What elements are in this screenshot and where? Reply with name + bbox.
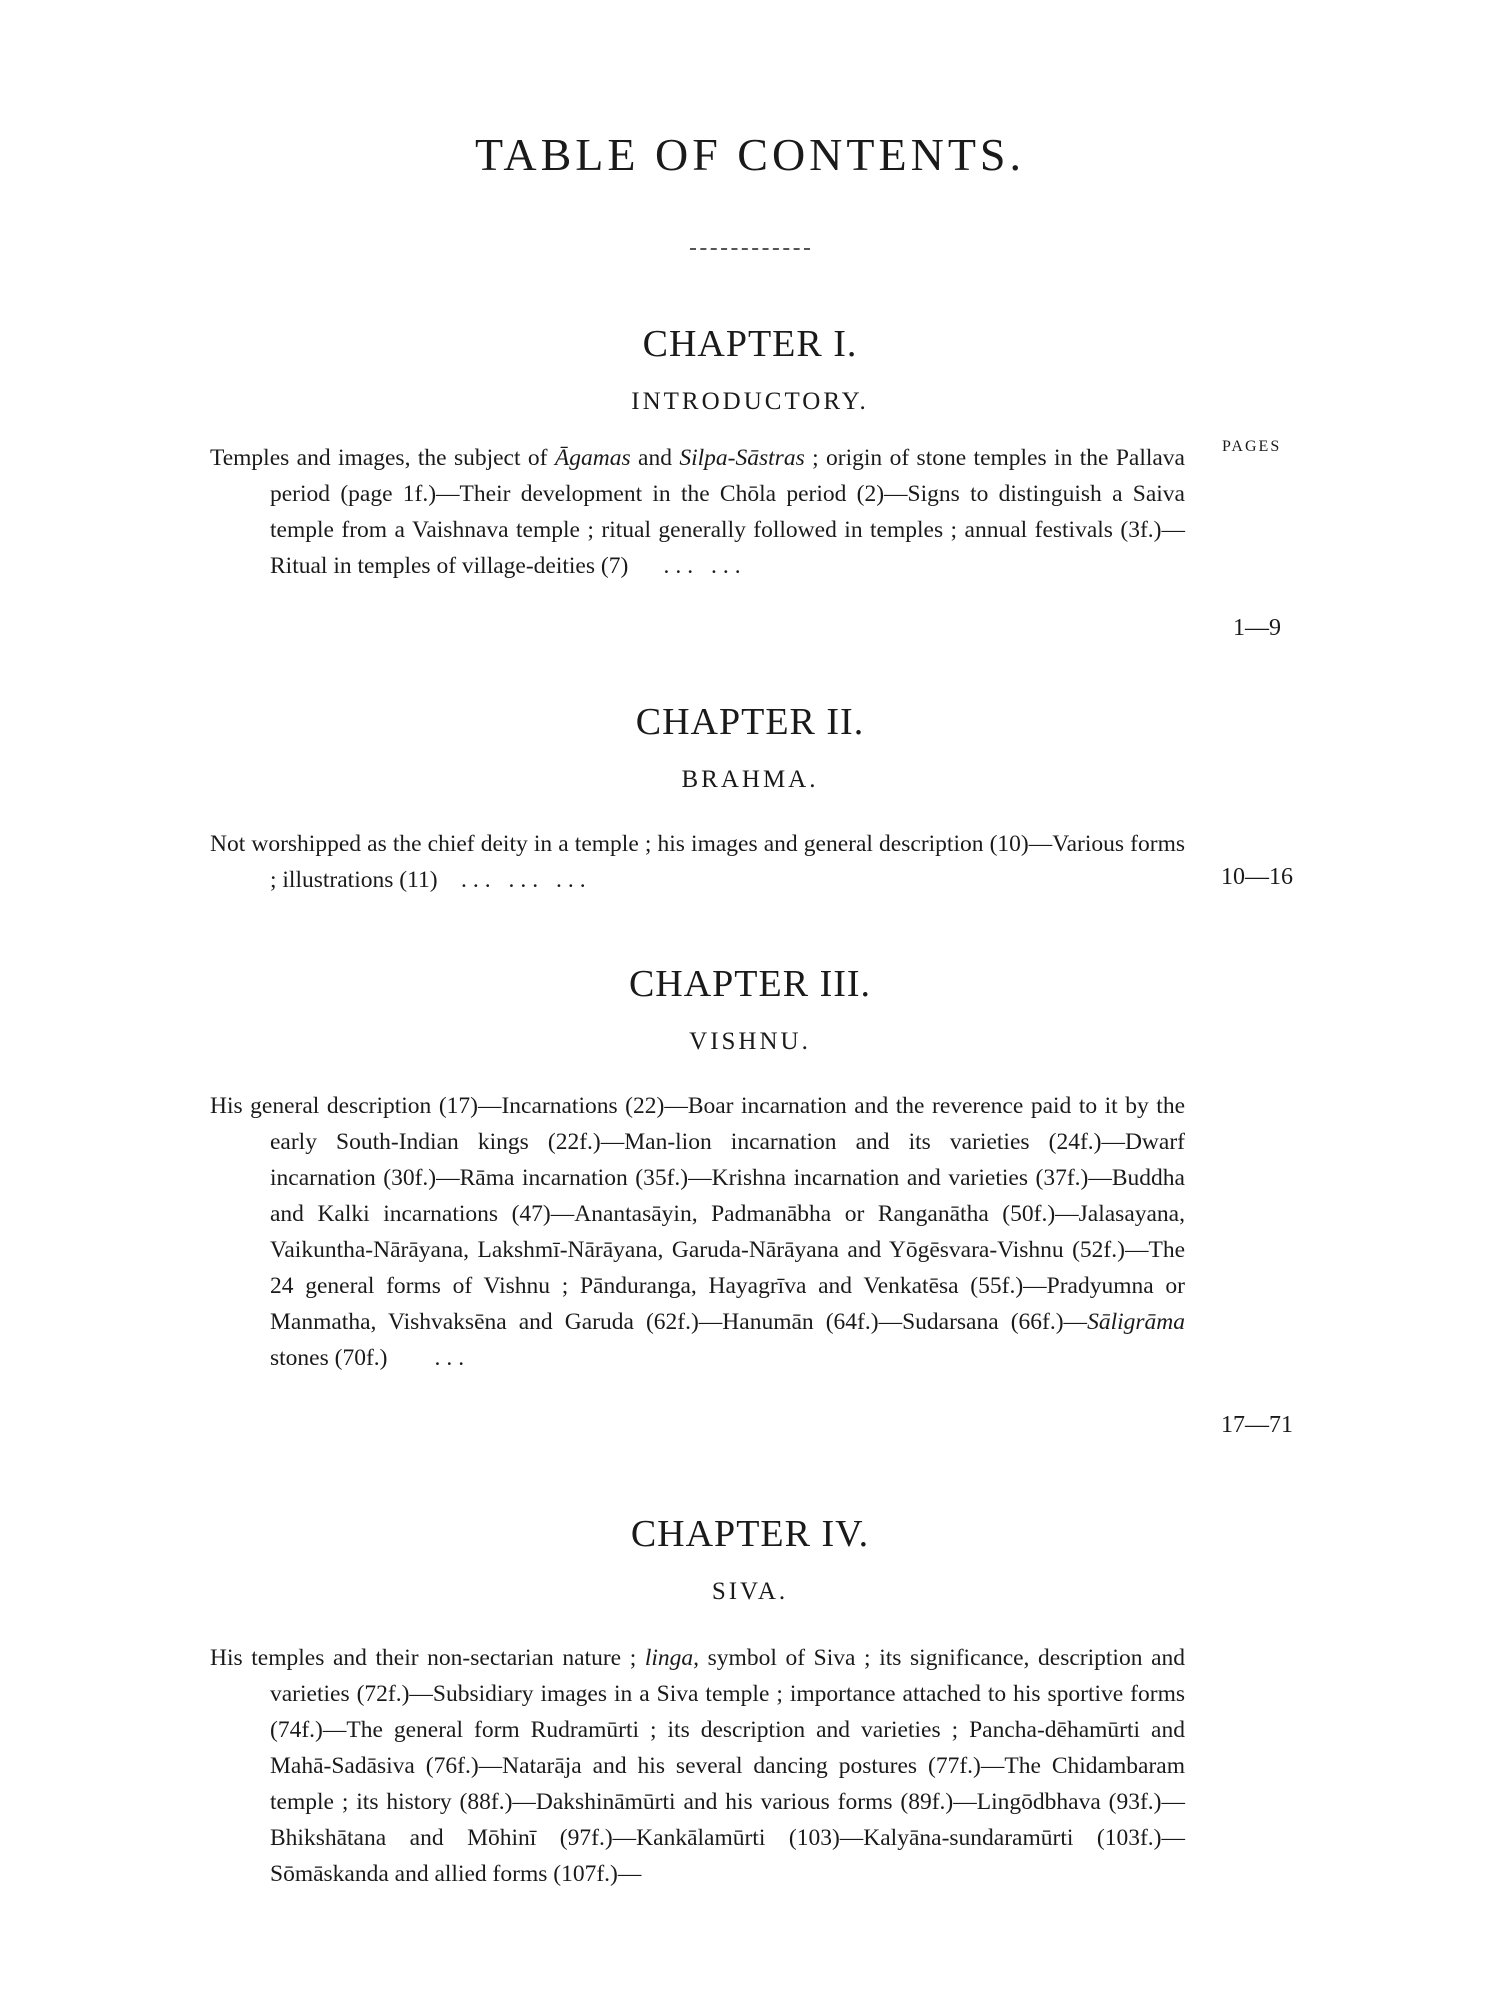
entry-text: Temples and images, the subject of bbox=[210, 445, 555, 471]
chapter-4 bbox=[0, 1512, 1500, 1606]
chapter-subject: SIVA. bbox=[711, 1578, 789, 1605]
chapter-3 bbox=[0, 962, 1500, 1056]
chapter-1-pages: 1—9 bbox=[1233, 615, 1281, 641]
leader-dots: ... bbox=[434, 1345, 471, 1371]
chapter-2-pages: 10—16 bbox=[1221, 864, 1293, 890]
entry-italic: Āgamas bbox=[554, 445, 631, 471]
entry-italic: Sāligrāma bbox=[1087, 1309, 1185, 1335]
chapter-subject: INTRODUCTORY. bbox=[631, 388, 869, 415]
chapter-1 bbox=[0, 322, 1500, 416]
entry-text: Not worshipped as the chief deity in a temple ; his images and general description (10)—Various forms ; illustrations (11) bbox=[210, 831, 1185, 893]
chapter-subject: BRAHMA. bbox=[681, 766, 819, 793]
title-divider bbox=[690, 248, 810, 250]
entry-text: stones (70f.) bbox=[270, 1345, 388, 1371]
entry-italic: Silpa-Sāstras bbox=[679, 445, 805, 471]
chapter-3-entry bbox=[210, 1088, 1185, 1376]
chapter-1-entry bbox=[210, 440, 1185, 584]
chapter-3-pages: 17—71 bbox=[1221, 1412, 1293, 1438]
leader-dots: ... ... bbox=[663, 553, 747, 579]
chapter-heading: CHAPTER I. bbox=[642, 323, 858, 365]
chapter-heading: CHAPTER II. bbox=[635, 701, 865, 743]
leader-dots: ... ... ... bbox=[461, 867, 592, 893]
entry-text: His temples and their non-sectarian nature ; bbox=[210, 1645, 645, 1671]
entry-text: symbol of Siva ; its significance, description and varieties (72f.)—Subsidiary images in a Siva temple ; importance attached to his sportive forms (74f.)—The general form Rudramūrti ; its description and varieties ; Pancha-dēhamūrti and Mahā-Sadāsiva (76f.)—Natarāja and his several dancing postures (77f.)—The Chidambaram temple ; its history (88f.)—Dakshināmūrti and his various forms (89f.)—Lingōdbhava (93f.)—Bhikshātana and Mōhinī (97f.)—Kankālamūrti (103)—Kalyāna-sundaramūrti (103f.)—Sōmāskanda and allied forms (107f.)— bbox=[270, 1645, 1185, 1887]
chapter-subject: VISHNU. bbox=[689, 1028, 811, 1055]
chapter-2-entry bbox=[210, 826, 1185, 898]
page-title: TABLE OF CONTENTS. bbox=[474, 129, 1026, 180]
entry-text: and bbox=[630, 445, 680, 471]
entry-italic: linga, bbox=[644, 1645, 700, 1671]
chapter-heading: CHAPTER IV. bbox=[630, 1513, 870, 1555]
chapter-heading: CHAPTER III. bbox=[628, 963, 872, 1005]
entry-text: ; origin of stone temples in the Pallava period (page 1f.)—Their development in the Chōla period (2)—Signs to distinguish a Saiva temple from a Vaishnava temple ; ritual generally followed in temples ; annual festivals (3f.)—Ritual in temples of village-deities (7) bbox=[270, 445, 1185, 579]
chapter-2 bbox=[0, 700, 1500, 794]
pages-column-label: PAGES bbox=[1222, 438, 1282, 455]
chapter-4-entry bbox=[210, 1640, 1185, 1892]
entry-text: His general description (17)—Incarnations (22)—Boar incarnation and the reverence paid to it by the early South-Indian kings (22f.)—Man-lion incarnation and its varieties (24f.)—Dwarf incarnation (30f.)—Rāma incarnation (35f.)—Krishna incarnation and varieties (37f.)—Buddha and Kalki incarnations (47)—Anantasāyin, Padmanābha or Ranganātha (50f.)—Jalasayana, Vaikuntha-Nārāyana, Lakshmī-Nārāyana, Garuda-Nārāyana and Yōgēsvara-Vishnu (52f.)—The 24 general forms of Vishnu ; Pānduranga, Hayagrīva and Venkatēsa (55f.)—Pradyumna or Manmatha, Vishvaksēna and Garuda (62f.)—Hanumān (64f.)—Sudarsana (66f.)— bbox=[210, 1093, 1185, 1335]
